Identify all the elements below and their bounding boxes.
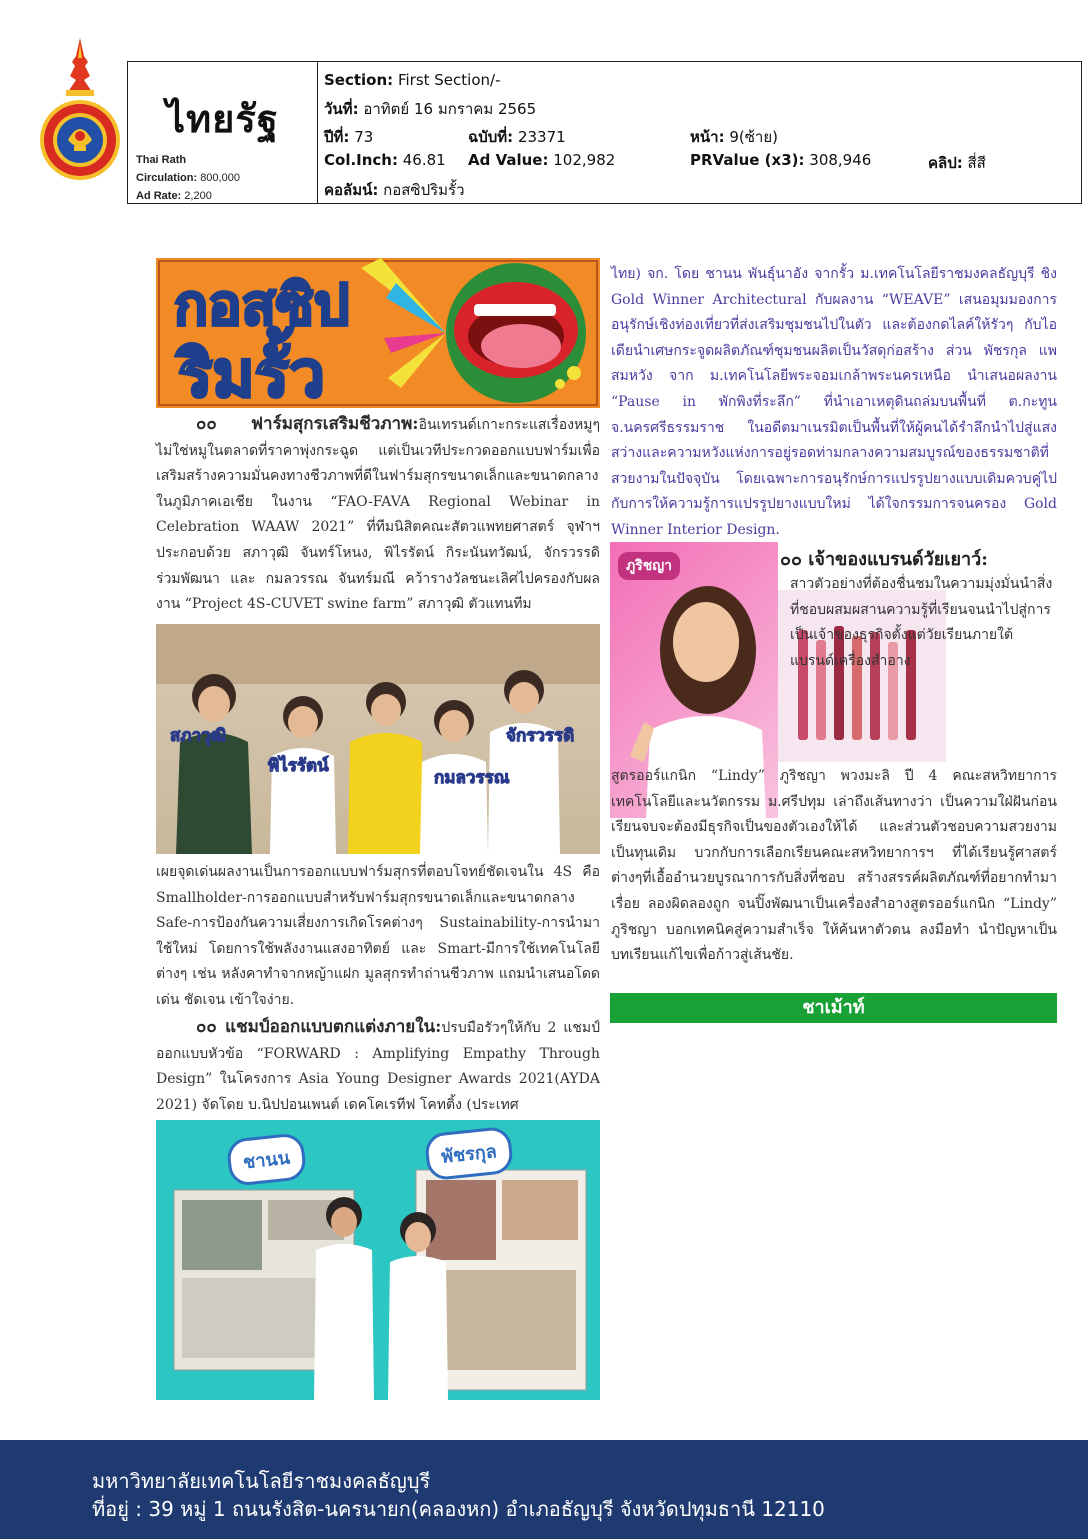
banner-title-line1: กอสซิป [174,273,350,338]
prvalue-field: PRValue (x3): 308,946 [690,151,872,169]
story-pig-farm-intro: ๐๐ ฟาร์มสุกรเสริมชีวภาพ:อินเทรนด์เกาะกระแสเรื่องหมูๆ ไม่ใช่หมูในตลาดที่ราคาพุ่งกระฉูด แต่เป็นเวทีประกวดออกแบบฟาร์มเพื่อเสริมสร้างความมั่นคงทางชีวภาพที่ดีในฟาร์มสุกรขนาดเล็กและขนาดกลางในภูมิภาคเอเชีย ในงาน “FAO-FAVA Regional Webinar in Celebration WAAW 2021” ที่ทีมนิสิตคณะสัตวแพทยศาสตร์ จุฬาฯ ประกอบด้วย สภาวุฒิ จันทร์โหนง, พิไรรัตน์ กิระนันทวัฒน์, จักรวรรดิ ร่วมพัฒนา และ กมลวรรณ จันทร์มณี คว้ารางวัลชนะเลิศไปครองกับผลงาน “Project 4S-CUVET swine farm” สภาวุฒิ ตัวแทนทีม [156,414,600,613]
photo1-tag-1: สภาวุฒิ [170,726,227,746]
publication-name-en: Thai Rath [136,154,187,166]
story-young-brand-intro: สาวตัวอย่างที่ต้องชื่นชมในความมุ่งมั่นนำสิ่งที่ชอบผสมผสานความรู้ที่เรียนจนนำไปสู่การเป็นเจ้าของธุรกิจตั้งแต่วัยเรียนภายใต้แบรนด์เครื่องสำอาง [790,576,1053,669]
photo3-tag: ภูริชญา [618,552,680,580]
photo2-tag-2: พัชรกุล [424,1126,514,1182]
story-young-brand-body: สูตรออร์แกนิก “Lindy” ภูริชญา พวงมะลิ ปี 4 คณะสหวิทยาการเทคโนโลยีและนวัตกรรม ม.ศรีปทุม เล่าถึงเส้นทางว่า เป็นความใฝ่ฝันก่อนเรียนจบจะต้องมีธุรกิจเป็นของตัวเองให้ได้ และส่วนตัวชอบความสวยงามเป็นทุนเดิม บวกกับการเลือกเรียนคณะสหวิทยาการฯ ที่ได้เรียนรู้ศาสตร์ต่างๆที่เอื้ออำนวยบูรณาการกับสิ่งที่ชอบ สร้างสรรค์ผลิตภัณฑ์ที่อยากทำมาเรื่อย ลองผิดลองถูก จนปิ๊งพัฒนาเป็นเครื่องสำอางสูตรออร์แกนิก “Lindy” ภูริชญา บอกเทคนิคสู่ความสำเร็จ ให้ค้นหาตัวตน ลงมือทำ นำปัญหาเป็นบทเรียนแก้ไขเพื่อก้าวสู่เส้นชัย. [611,768,1057,964]
date-field: วันที่: อาทิตย์ 16 มกราคม 2565 [324,100,537,118]
publication-logo: ไทยรัฐ [166,97,279,141]
gossip-banner-mouth-icon [446,263,586,403]
ad-rate: Ad Rate: 2,200 [136,190,212,202]
story-interior-continued: ไทย) จก. โดย ชานน พันธุ์นาอัง จากรั้ว ม.เทคโนโลยีราชมงคลธัญบุรี ชิง Gold Winner Architectural กับผลงาน “WEAVE” เสนอมุมมองการอนุรักษ์เชิงท่องเที่ยวที่ส่งเสริมชุมชนไปในตัว และต้องกดไลค์ให้รัวๆ กับไอเดียนำเศษกระจูดผลิตภัณฑ์ชุมชนผลิตเป็นวัสดุก่อสร้าง ส่วน พัชรกุล แพสมหวัง จาก ม.เทคโนโลยีพระจอมเกล้าพระนครเหนือ นำเสนอผลงาน “Pause in พักพิงที่ระลึก” ที่นำเอาเหตุดินถล่มบนพื้นที่ ต.กะทูน จ.นครศรีธรรมราช ในอดีตมาเนรมิตเป็นพื้นที่ให้ผู้คนได้รำลึกนำไปสู่แสงสว่างและความหวังแห่งการอยู่รอดท่ามกลางความสมบูรณ์ของธรรมชาติที่สวยงามในปัจจุบัน โดยเฉพาะการอนุรักษ์การแปรรูปยางแบบเดิมควบคู่ไปกับการให้ความรู้การแปรรูปยางแบบใหม่ ได้ใจกรรมการจนครอง Gold Winner Interior Design. [611,266,1057,538]
photo-design-winners [156,1120,600,1400]
year-field: ปีที่: 73 [324,128,374,146]
photo1-tag-2: พิไรรัตน์ [268,756,329,776]
gossip-banner [156,258,600,408]
photo2-tag-1: ชานน [226,1132,307,1187]
colinch-field: Col.Inch: 46.81 [324,151,446,169]
page-field: หน้า: 9(ซ้าย) [690,128,778,146]
advalue-field: Ad Value: 102,982 [468,151,616,169]
footer-address: ที่อยู่ : 39 หมู่ 1 ถนนรังสิต-นครนายก(คลองหก) อำเภอธัญบุรี จังหวัดปทุมธานี 12110 [92,1497,825,1521]
story-heading-young-brand: ๐๐ เจ้าของแบรนด์วัยเยาว์: [780,549,988,570]
banner-title-line2: ริมรั้ว [178,338,325,408]
byline-band: ชาเม้าท์ [610,993,1057,1023]
circulation: Circulation: 800,000 [136,172,240,184]
photo1-tag-3: จักรวรรดิ [506,726,575,746]
photo-pig-farm-team [156,624,600,854]
clipping-header [127,61,1082,204]
photo1-tag-4: กมลวรรณ [434,768,510,788]
publication-block [128,62,318,203]
story-interior-design: ๐๐ แชมป์ออกแบบตกแต่งภายใน:ปรบมือรัวๆให้กับ 2 แชมป์ออกแบบหัวข้อ “FORWARD : Amplifying Empathy Through Design” ในโครงการ Asia Young Designer Awards 2021(AYDA 2021) จัดโดย บ.นิปปอนเพนต์ เดคโคเรทีฟ โคทติ้ง (ประเทศ [156,1017,600,1113]
story-heading-pig-farm: ๐๐ ฟาร์มสุกรเสริมชีวภาพ: [196,414,419,434]
section-field: Section: First Section/- [324,71,501,89]
column-field: คอลัมน์: กอสซิปริมรั้ว [324,181,465,199]
issue-field: ฉบับที่: 23371 [468,128,566,146]
university-seal-icon [38,36,122,184]
story-pig-farm-body: เผยจุดเด่นผลงานเป็นการออกแบบฟาร์มสุกรที่ตอบโจทย์ชัดเจนใน 4S คือ Smallholder-การออกแบบสำหรับฟาร์มสุกรขนาดเล็กและขนาดกลาง Safe-การป้องกันความเสี่ยงการเกิดโรคต่างๆ Sustainability-การนำมาใช้ใหม่ โดยการใช้พลังงานแสงอาทิตย์ และ Smart-มีการใช้เทคโนโลยีต่างๆ เช่น หลังคาทำจากหญ้าแฝก มูลสุกรทำถ่านชีวภาพ แถมนำเสนอโดดเด่น ชัดเจน เข้าใจง่าย. [156,864,600,1008]
story-heading-interior: ๐๐ แชมป์ออกแบบตกแต่งภายใน: [196,1017,442,1037]
clip-field: คลิป: สี่สี [928,154,986,172]
footer-university-name: มหาวิทยาลัยเทคโนโลยีราชมงคลธัญบุรี [92,1469,431,1493]
